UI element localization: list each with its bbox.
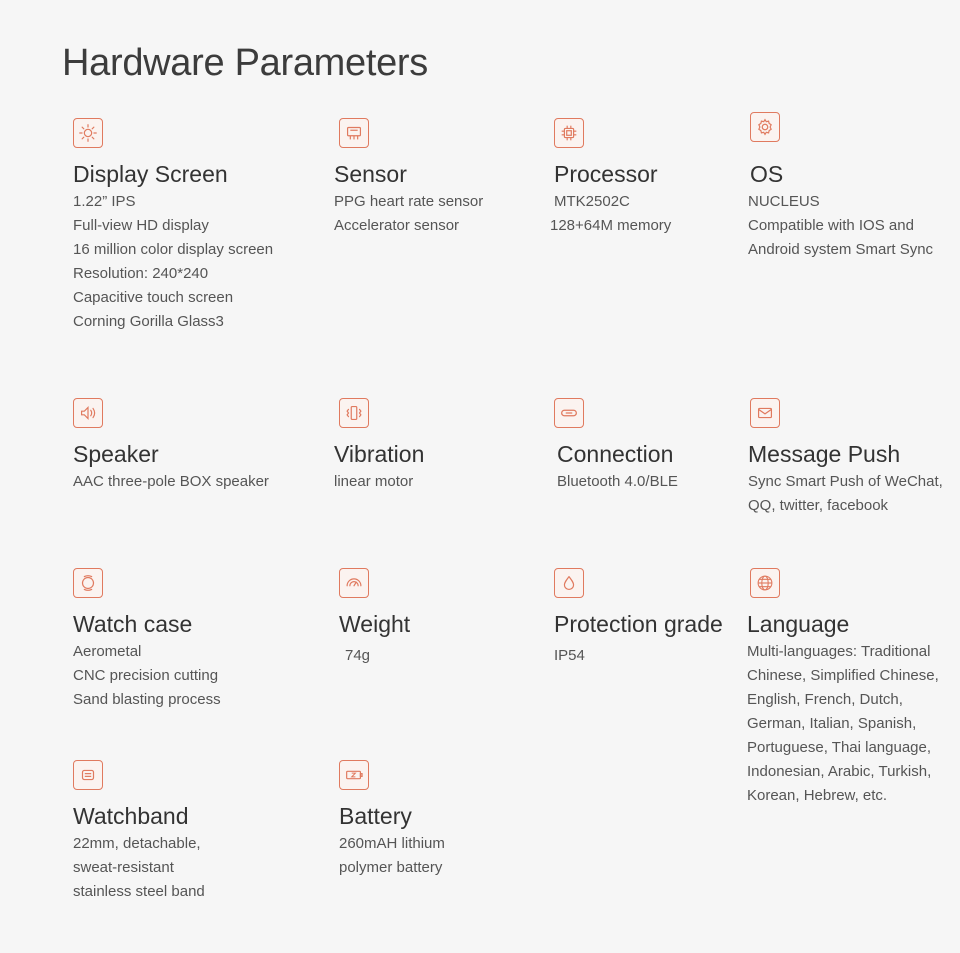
param-battery: [339, 760, 445, 880]
param-line: Multi-languages: Traditional: [747, 643, 931, 660]
param-title: Vibration: [334, 441, 425, 467]
param-line: stainless steel band: [73, 883, 205, 900]
param-title: Language: [747, 611, 850, 637]
param-title: Processor: [554, 161, 658, 187]
param-line: Compatible with IOS and: [748, 217, 914, 234]
param-speaker: [73, 398, 269, 494]
param-line: AAC three-pole BOX speaker: [73, 473, 269, 490]
param-line: Sand blasting process: [73, 691, 221, 708]
param-line: Aerometal: [73, 643, 142, 660]
param-title: Display Screen: [73, 161, 228, 187]
param-protection-grade: [554, 568, 723, 668]
param-line: IP54: [554, 647, 585, 664]
param-title: OS: [750, 161, 784, 187]
param-line: English, French, Dutch,: [747, 691, 903, 708]
param-line: CNC precision cutting: [73, 667, 219, 684]
param-title: Watch case: [73, 611, 193, 637]
param-watch-case: [73, 568, 221, 712]
param-connection: [554, 398, 678, 494]
param-title: Sensor: [334, 161, 407, 187]
watchband-icon: [73, 760, 103, 790]
page-title: Hardware Parameters: [62, 42, 428, 84]
watch-case-icon: [73, 568, 103, 598]
param-title: Watchband: [73, 803, 189, 829]
param-weight: [339, 568, 410, 668]
weight-gauge-icon: [339, 568, 369, 598]
param-title: Connection: [557, 441, 674, 467]
sensor-chip-icon: [339, 118, 369, 148]
battery-icon: [339, 760, 369, 790]
param-line: Chinese, Simplified Chinese,: [747, 667, 939, 684]
param-line: 1.22” IPS: [73, 193, 136, 210]
processor-icon: [554, 118, 584, 148]
param-line: Accelerator sensor: [334, 217, 460, 234]
speaker-icon: [73, 398, 103, 428]
param-line: Portuguese, Thai language,: [747, 739, 932, 756]
param-title: Weight: [339, 611, 411, 637]
param-line: Capacitive touch screen: [73, 289, 234, 306]
param-line: linear motor: [334, 473, 414, 490]
param-line: Indonesian, Arabic, Turkish,: [747, 763, 932, 780]
envelope-icon: [750, 398, 780, 428]
param-line: 128+64M memory: [550, 217, 672, 234]
param-line: Corning Gorilla Glass3: [73, 313, 224, 330]
param-line: Korean, Hebrew, etc.: [747, 787, 888, 804]
param-processor: [550, 118, 672, 238]
param-line: 260mAH lithium: [339, 835, 445, 852]
param-line: 74g: [345, 647, 371, 664]
param-watchband: [73, 760, 205, 904]
param-language: [747, 568, 939, 808]
param-line: sweat-resistant: [73, 859, 174, 876]
param-line: PPG heart rate sensor: [334, 193, 484, 210]
param-line: polymer battery: [339, 859, 443, 876]
param-line: Resolution: 240*240: [73, 265, 209, 282]
param-line: German, Italian, Spanish,: [747, 715, 917, 732]
globe-icon: [750, 568, 780, 598]
param-line: QQ, twitter, facebook: [748, 497, 889, 514]
param-title: Message Push: [748, 441, 901, 467]
param-title: Speaker: [73, 441, 159, 467]
param-message-push: [750, 398, 943, 518]
param-sensor: [334, 118, 484, 238]
sun-icon: [73, 118, 103, 148]
param-line: 16 million color display screen: [73, 241, 274, 258]
param-line: Full-view HD display: [73, 217, 209, 234]
param-display-screen: [73, 118, 273, 334]
param-line: Bluetooth 4.0/BLE: [557, 473, 678, 490]
param-line: Sync Smart Push of WeChat,: [748, 473, 943, 490]
param-line: MTK2502C: [554, 193, 630, 210]
param-line: NUCLEUS: [748, 193, 820, 210]
water-drop-icon: [554, 568, 584, 598]
param-title: Protection grade: [554, 611, 723, 637]
param-vibration: [334, 398, 425, 494]
link-icon: [554, 398, 584, 428]
param-os: [750, 112, 933, 262]
param-title: Battery: [339, 803, 412, 829]
vibration-icon: [339, 398, 369, 428]
param-line: 22mm, detachable,: [73, 835, 201, 852]
gear-icon: [750, 112, 780, 142]
param-line: Android system Smart Sync: [748, 241, 934, 258]
